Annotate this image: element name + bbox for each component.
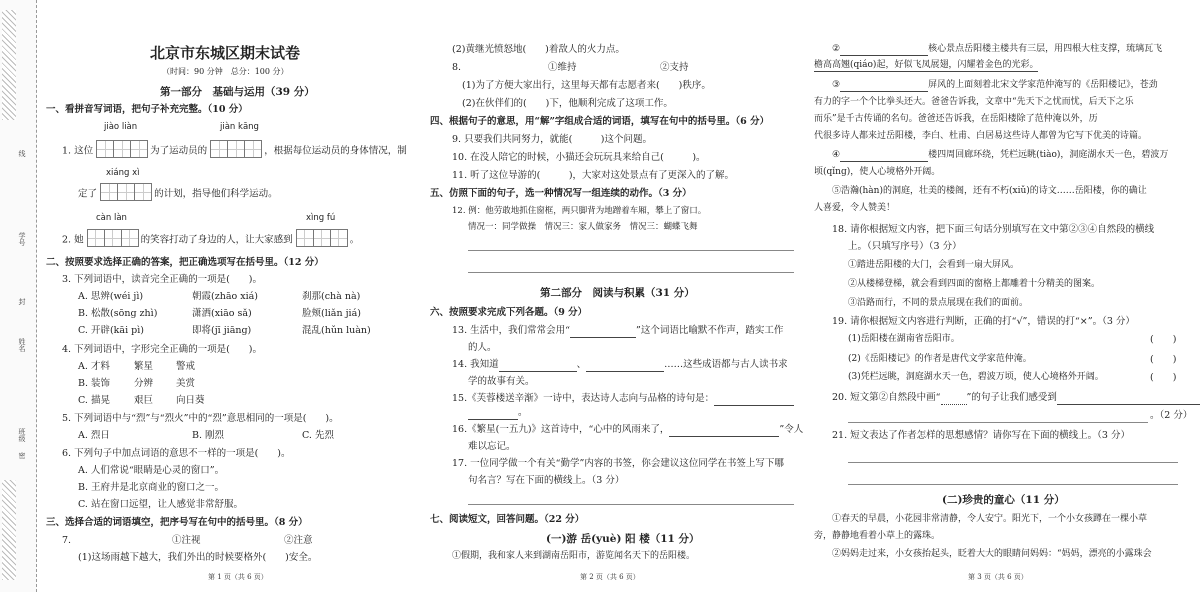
answer-grid[interactable] <box>87 229 138 251</box>
answer-line[interactable] <box>468 504 794 505</box>
text: 为了运动员的 <box>150 145 208 157</box>
text: 人喜爱，令人赞美！ <box>814 203 896 213</box>
question-10: 10. 在没人陪它的时候，小猫还会玩玩具来给自己( )。 <box>452 152 706 163</box>
text: 。 <box>518 407 528 418</box>
binding-label: 线 <box>18 150 26 157</box>
text: 朝霞(zhāo xiá) <box>192 291 258 302</box>
text: 而乐”是千古传诵的名句。爸爸还告诉我，在岳阳楼除了范仲淹以外，历 <box>814 114 1098 124</box>
essay-1-paragraph-2 <box>832 44 1162 56</box>
answer-line[interactable] <box>468 272 794 273</box>
question-1-cont <box>78 183 278 205</box>
text: 脸颊(liǎn jiá) <box>302 308 361 319</box>
text: 1. 这位 <box>62 145 94 157</box>
q8-sentence-1: (1)为了方便大家出行，这里每天都有志愿者来( )秩序。 <box>462 80 711 91</box>
question-17: 17. 一位同学做一个有关“勤学”内容的书签，你会建议这位同学在书签上写下哪 <box>452 458 784 469</box>
q15-cont <box>468 407 528 420</box>
exam-title: 北京市东城区期末试卷 <box>150 44 301 62</box>
text: 。 <box>349 234 360 246</box>
answer-grid[interactable] <box>296 229 347 251</box>
q19-statement-2: (2)《岳阳楼记》的作者是唐代文学家范仲淹。 <box>848 354 1032 364</box>
essay-1-paragraph-3 <box>832 80 1158 92</box>
answer-line[interactable] <box>848 422 1148 423</box>
pinyin: càn làn <box>96 213 127 223</box>
essay-2-paragraph-2: ②妈妈走过来，小女孩抬起头，眨着大大的眼睛问妈妈：“妈妈，漂亮的小露珠会 <box>832 549 1152 559</box>
text: 向日葵 <box>176 395 205 406</box>
text: 难以忘记。 <box>468 441 516 452</box>
essay-2-paragraph-1: ①春天的早晨，小花园非常清静，令人安宁。阳光下，一个小女孩蹲在一棵小草 <box>832 514 1148 524</box>
part1-heading: 第一部分 基础与运用（39 分） <box>160 86 315 98</box>
answer-grid[interactable] <box>210 140 261 162</box>
text: ……这些成语都与古人读书求 <box>664 359 788 370</box>
text: 分辨 <box>134 378 154 389</box>
question-5: 5. 下列词语中与“烈”与“烈火”中的“烈”意思相同的一项是( )。 <box>62 413 339 424</box>
section-5-heading: 五、仿照下面的句子，选一种情况写一组连续的动作。（3 分） <box>430 188 692 199</box>
q8-option-1: ①维持 <box>548 62 577 73</box>
answer-blank[interactable] <box>570 325 636 338</box>
question-19: 19. 请你根据短文内容进行判断，正确的打“√”，错误的打“×”。（3 分） <box>832 316 1135 327</box>
pinyin: xiáng xì <box>106 168 140 178</box>
text: 的人。 <box>468 342 497 353</box>
question-8: 8. <box>452 62 462 73</box>
q5-option-a: A. 烈日 <box>78 430 110 441</box>
text: 14. 我知道 <box>452 359 499 370</box>
page-footer: 第 2 页（共 6 页） <box>580 573 640 581</box>
q7-option-2: ②注意 <box>284 535 313 546</box>
answer-line[interactable] <box>848 484 1178 485</box>
answer-bracket[interactable]: ( ) <box>1150 354 1177 365</box>
text: 屏风的上面刻着北宋文学家范仲淹写的《岳阳楼记》，苍劲 <box>928 80 1158 90</box>
question-18: 18. 请你根据短文内容，把下面三句话分别填写在文中第②③④自然段的横线 <box>832 224 1155 235</box>
q18-option-3: ③沿路而行，不同的景点展现在我们的面前。 <box>848 298 1029 308</box>
underlined-sentence: 檐高高翘(qiáo)起，好似飞凤展翅，闪耀着金色的光彩。 <box>814 60 1038 72</box>
q6-option-a: A. 人们常说“眼睛是心灵的窗口”。 <box>78 465 225 476</box>
answer-bracket[interactable]: ( ) <box>1150 372 1177 383</box>
text: 旁，静静地看着小草上的露珠。 <box>814 531 941 541</box>
q19-statement-3: (3)凭栏远眺，洞庭湖水天一色，碧波万顷，使人心境格外开阔。 <box>848 372 1104 382</box>
answer-blank[interactable] <box>840 150 928 162</box>
answer-grid[interactable] <box>96 140 147 162</box>
text: 潇洒(xiāo sǎ) <box>192 308 252 319</box>
essay-1-paragraph-1: ①假期，我和家人来到湖南岳阳市，游览闻名天下的岳阳楼。 <box>452 551 696 561</box>
section-6-heading: 六、按照要求完成下列各题。（9 分） <box>430 307 588 318</box>
text: ”令人 <box>779 424 804 435</box>
question-20 <box>832 392 1200 405</box>
text: 核心景点岳阳楼主楼共有三层，用四根大柱支撑，琉璃瓦飞 <box>928 44 1163 54</box>
q19-statement-1: (1)岳阳楼在湖南省岳阳市。 <box>848 334 960 344</box>
text: 上。（只填写序号）（3 分） <box>848 241 962 252</box>
binding-margin <box>0 0 37 592</box>
q3-option-b: B. 松散(sōng zhì) <box>78 308 158 319</box>
answer-blank[interactable] <box>840 80 928 92</box>
section-4-heading: 四、根据句子的意思，用“解”字组成合适的词语，填写在句中的括号里。（6 分） <box>430 116 770 127</box>
question-3: 3. 下列词语中，读音完全正确的一项是( )。 <box>62 274 262 285</box>
text: 。（2 分） <box>1150 410 1193 421</box>
q3-option-a <box>78 291 143 303</box>
question-2 <box>62 229 359 251</box>
text: ”的句子让我们感受到 <box>966 392 1057 403</box>
q18-option-2: ②从楼梯登梯，就会看到四面的窗格上都雕着十分精美的图案。 <box>848 279 1101 289</box>
answer-blank[interactable] <box>1057 392 1200 405</box>
answer-blank[interactable] <box>586 359 664 372</box>
text: 20. 短文第②自然段中画“ <box>832 392 941 403</box>
text: 学的故事有关。 <box>468 376 535 387</box>
question-6: 6. 下列句子中加点词语的意思不一样的一项是( )。 <box>62 448 291 459</box>
text: 16.《繁星(一五九)》这首诗中，“心中的风雨来了， <box>452 424 670 435</box>
pinyin: jiào liàn <box>104 122 138 132</box>
answer-line[interactable] <box>468 250 794 251</box>
section-7-heading: 七、阅读短文，回答问题。（22 分） <box>430 514 585 525</box>
text: 代很多诗人都来过岳阳楼，李白、杜甫、白居易这些诗人都曾为它写下优美的诗篇。 <box>814 131 1148 141</box>
text: 美赏 <box>176 378 196 389</box>
q6-option-b: B. 王府井是北京商业的窗口之一。 <box>78 482 225 493</box>
text: 顷(qǐng)，使人心境格外开阔。 <box>814 167 941 177</box>
text: 混乱(hǔn luàn) <box>302 325 371 336</box>
text: A. 思辨(wéi jì) <box>78 291 144 302</box>
q3-option-c: C. 开辟(kāi pì) <box>78 325 144 336</box>
q7-sentence-1: (1)这场雨越下越大，我们外出的时候要格外( )安全。 <box>78 552 318 563</box>
essay-1-title: (一)游 岳(yuè) 阳 楼（11 分） <box>546 533 700 545</box>
essay-2-title: (二)珍贵的童心（11 分） <box>942 494 1065 506</box>
question-14 <box>452 359 788 372</box>
question-21: 21. 短文表达了作者怎样的思想感情？请你写在下面的横线上。（3 分） <box>832 430 1130 441</box>
q4-option-b: B. 装饰 <box>78 378 111 389</box>
essay-1-paragraph-4 <box>832 150 1168 162</box>
text: 繁星 <box>134 361 154 372</box>
text: 2. 她 <box>62 234 84 246</box>
essay-1-paragraph-5: ⑤浩瀚(hàn)的洞庭，壮美的楼阁，还有不朽(xiǔ)的诗文……岳阳楼，你的确让 <box>832 186 1147 196</box>
binding-label: 学号 <box>18 232 26 246</box>
q12-options: 情况一：同学做操 情况三：家人做家务 情况三：蝴蝶飞舞 <box>468 222 698 232</box>
q4-option-a: A. 才料 <box>78 361 110 372</box>
part2-heading: 第二部分 阅读与积累（31 分） <box>540 287 695 299</box>
text: 13. 生活中，我们常常会用“ <box>452 325 570 336</box>
text: 即将(jī jiāng) <box>192 325 252 336</box>
answer-line[interactable] <box>848 462 1178 463</box>
answer-blank[interactable] <box>669 424 779 437</box>
text: 楼四周回廊环绕，凭栏远眺(tiào)，洞庭湖水天一色，碧波万 <box>928 150 1169 160</box>
question-12: 12. 例：他劳敢地抓住窗框，两只脚背为地蹭着车厢，攀上了窗口。 <box>452 206 707 216</box>
answer-blank[interactable] <box>714 393 794 406</box>
binding-label: 班级 <box>18 428 26 442</box>
question-13 <box>452 325 783 338</box>
page-footer: 第 3 页（共 6 页） <box>968 573 1028 581</box>
question-9: 9. 只要我们共同努力，就能( )这个问题。 <box>452 134 652 145</box>
binding-label: 封 <box>18 298 26 305</box>
text: ，根据每位运动员的身体情况，制 <box>264 145 407 157</box>
text: ② <box>832 44 841 54</box>
text: ④ <box>832 150 841 160</box>
text: 、 <box>576 359 587 370</box>
text: 句名言？写在下面的横线上。（3 分） <box>468 475 625 486</box>
question-11: 11. 听了这位导游的( )，大家对这处景点有了更深入的了解。 <box>452 170 735 181</box>
q5-option-c: C. 先烈 <box>302 430 334 441</box>
q4-option-c: C. 描晃 <box>78 395 110 406</box>
text: 15.《芙蓉楼送辛渐》一诗中，表达诗人志向与品格的诗句是： <box>452 393 715 404</box>
text: ”这个词语比喻默不作声，踏实工作 <box>636 325 784 336</box>
answer-bracket[interactable]: ( ) <box>1150 334 1177 345</box>
question-4: 4. 下列词语中，字形完全正确的一项是( )。 <box>62 344 262 355</box>
question-16 <box>452 424 803 437</box>
exam-subtitle: （时间：90 分钟 总分：100 分） <box>162 67 289 76</box>
q6-option-c: C. 站在窗口远望，让人感觉非常舒服。 <box>78 499 243 510</box>
q8-option-2: ②支持 <box>660 62 689 73</box>
question-15 <box>452 393 794 406</box>
q8-sentence-2: (2)在伙伴们的( )下，他顺利完成了这项工作。 <box>462 98 673 109</box>
wavy-mark <box>941 392 967 405</box>
text: 警戒 <box>176 361 196 372</box>
question-7: 7. <box>62 535 72 546</box>
page-footer: 第 1 页（共 6 页） <box>208 573 268 581</box>
q5-option-b: B. 刚烈 <box>192 430 225 441</box>
section-2-heading: 二、按照要求选择正确的答案，把正确选项写在括号里。（12 分） <box>46 257 324 268</box>
binding-label: 密 <box>18 452 26 459</box>
section-1-heading: 一、看拼音写词语，把句子补充完整。（10 分） <box>46 104 248 115</box>
pinyin: jiàn kāng <box>220 122 259 132</box>
q7-option-1: ①注视 <box>172 535 201 546</box>
answer-blank[interactable] <box>468 407 518 420</box>
text: 定了 <box>78 188 98 200</box>
text: 刹那(chà nà) <box>302 291 361 302</box>
text: 艰巨 <box>134 395 154 406</box>
hatch-pattern <box>2 480 16 580</box>
text: 的计划，指导他们科学运动。 <box>154 188 278 200</box>
answer-blank[interactable] <box>840 44 928 56</box>
section-3-heading: 三、选择合适的词语填空，把序号写在句中的括号里。（8 分） <box>46 517 308 528</box>
pinyin: xìng fú <box>306 213 336 223</box>
answer-blank[interactable] <box>499 359 577 372</box>
q7-sentence-2: (2)黄继光愤怒地( )着敌人的火力点。 <box>452 44 625 55</box>
question-1 <box>62 140 407 162</box>
hatch-pattern <box>2 10 16 120</box>
q18-option-1: ①踏进岳阳楼的大门，会看到一扇大屏风。 <box>848 260 1020 270</box>
text: 有力的字一个个比拳头还大。爸爸告诉我，文章中“先天下之忧而忧，后天下之乐 <box>814 97 1134 107</box>
text: 的笑容打动了身边的人，让大家感到 <box>140 234 293 246</box>
answer-grid[interactable] <box>100 183 151 205</box>
text: ③ <box>832 80 841 90</box>
binding-label: 姓名 <box>18 338 26 352</box>
